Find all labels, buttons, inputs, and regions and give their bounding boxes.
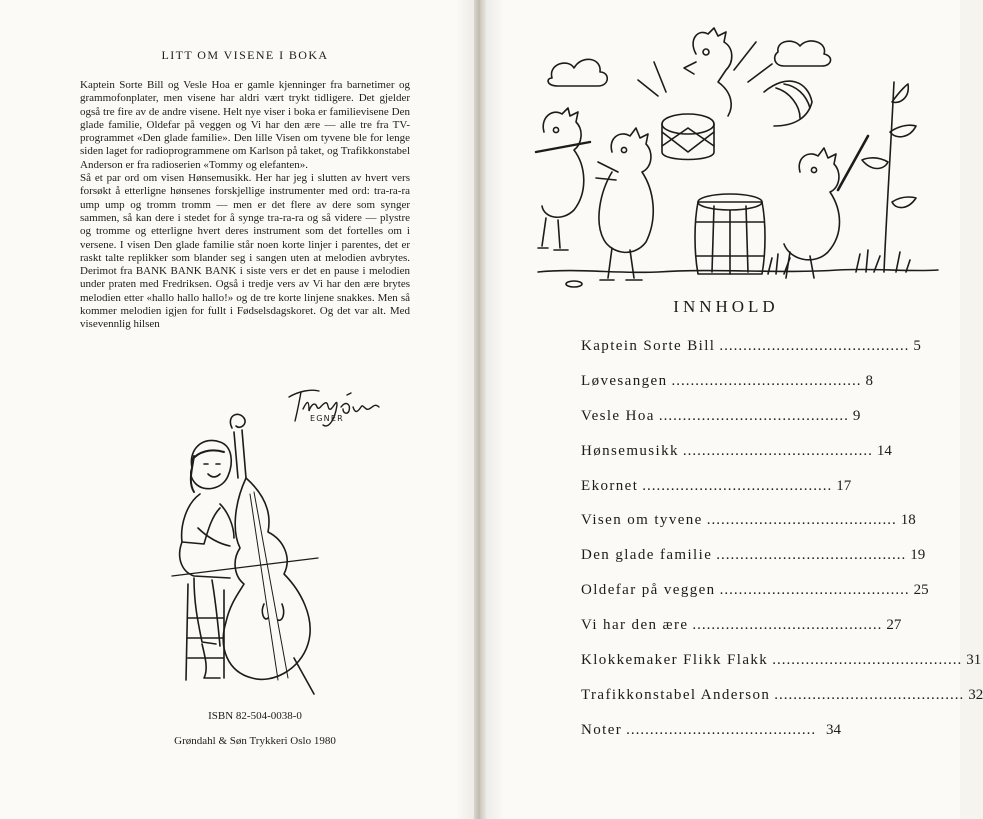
toc-entry-page: 14 <box>876 442 892 459</box>
toc-entry-title: Løvesangen <box>581 372 668 389</box>
toc-entry-page: 34 <box>826 721 841 738</box>
book-gutter <box>474 0 486 819</box>
toc-entry <box>581 338 921 373</box>
toc-leader-dots: ........................................ <box>692 617 883 634</box>
toc-entry-title: Vi har den ære <box>581 617 689 634</box>
toc-leader-dots: ........................................ <box>671 372 862 389</box>
toc-leader-dots: ........................................ <box>719 582 910 599</box>
toc-leader-dots: ........................................ <box>658 407 849 424</box>
toc-entry <box>581 477 852 513</box>
isbn-number: ISBN 82-504-0038-0 <box>208 710 302 722</box>
girl-with-cello-illustration <box>168 408 348 698</box>
toc-entry-page: 5 <box>913 338 921 354</box>
toc-entry-page: 8 <box>865 372 873 389</box>
toc-entry-page: 18 <box>900 512 916 529</box>
toc-leader-dots: ........................................ <box>772 652 963 669</box>
toc-entry-page: 19 <box>910 547 926 564</box>
printer-info: Grøndahl & Søn Trykkeri Oslo 1980 <box>174 735 336 747</box>
toc-entry <box>581 617 902 652</box>
toc-entry-page: 31 <box>966 652 982 669</box>
toc-entry-title: Noter <box>581 721 623 738</box>
paragraph-2: Så et par ord om visen Hønsemusikk. Her har jeg i slutten av hvert vers forsøkt å etterligne hønsenes forskjellige instrumenter med ord: tra-ra-ra ump ump og tromm tromm — men er det flere av dere som synger sammen, så kan dere i stedet for å synge tra-ra-ra og så videre — plystre og tromme og etterligne hvert deres instrument som det fortelles om i versene. I visen Den glade familie står noen korte linjer i parentes, det er raskt talte replikker som blander seg i sangen uten at melodien avbrytes. Derimot fra BANK BANK BANK i siste vers er det en pause i melodien under praten med Fredriksen. Også i tredje vers av Vi har den ære brytes melodien etter «hallo hallo hallo!» og de tre korte linjene snakkes. Men så kommer melodien igjen for fullt i Fødselsdagskoret. Og det var alt. Med visevennlig hilsen <box>80 172 410 331</box>
signature-surname: EGNER <box>310 414 344 423</box>
toc-heading: INNHOLD <box>673 297 779 316</box>
toc-entry <box>581 652 982 687</box>
toc-entry-title: Visen om tyvene <box>581 512 703 529</box>
toc-entry <box>581 512 916 547</box>
toc-entry <box>581 582 929 617</box>
toc-entry-page: 9 <box>852 407 861 424</box>
page-shadow <box>486 0 504 819</box>
toc-entry-page: 32 <box>968 686 983 703</box>
toc-leader-dots: ........................................ <box>706 512 897 529</box>
toc-entry <box>581 547 926 582</box>
toc-entry <box>581 372 873 408</box>
toc-entry <box>581 686 983 722</box>
toc-leader-dots: ........................................ <box>626 721 817 738</box>
toc-entry <box>581 407 861 443</box>
toc-leader-dots: ........................................ <box>774 686 965 703</box>
table-of-contents <box>581 338 983 757</box>
toc-entry-page: 25 <box>913 582 929 599</box>
toc-entry-title: Trafikkonstabel Anderson <box>581 686 771 703</box>
toc-entry-title: Hønsemusikk <box>581 442 679 459</box>
section-heading: LITT OM VISENE I BOKA <box>161 48 329 62</box>
toc-entry-title: Vesle Hoa <box>581 407 655 424</box>
toc-leader-dots: ........................................ <box>642 477 833 494</box>
toc-entry-title: Kaptein Sorte Bill <box>581 338 716 354</box>
toc-entry-title: Den glade familie <box>581 547 713 564</box>
toc-entry-page: 17 <box>836 477 852 494</box>
toc-entry-title: Klokkemaker Flikk Flakk <box>581 652 769 669</box>
toc-entry-page: 27 <box>886 617 902 634</box>
toc-leader-dots: ........................................ <box>716 547 907 564</box>
toc-leader-dots: ........................................ <box>719 338 910 354</box>
toc-leader-dots: ........................................ <box>682 442 873 459</box>
page-shadow <box>456 0 474 819</box>
hens-band-illustration <box>538 22 938 290</box>
paragraph-1: Kaptein Sorte Bill og Vesle Hoa er gamle kjenninger fra barnetimer og grammofonplater, men visene har aldri vært trykt tidligere. Det gjelder også tre fire av de andre visene. Helt nye viser i boka er familievisene Den glade familie, Oldefar på veggen og Vi har den ære — alle tre fra TV-programmet «Den glade familie». Den lille Visen om tyvene ble for lenge siden laget for radioprogrammene om Karlson på taket, og Trafikkonstabel Anderson er fra radioserien «Tommy og elefanten». <box>80 79 410 171</box>
toc-entry <box>581 722 841 757</box>
toc-entry <box>581 442 892 478</box>
left-page <box>0 0 474 819</box>
toc-entry-title: Oldefar på veggen <box>581 582 716 599</box>
intro-text <box>80 79 410 332</box>
toc-entry-title: Ekornet <box>581 477 639 494</box>
right-page <box>486 0 983 819</box>
